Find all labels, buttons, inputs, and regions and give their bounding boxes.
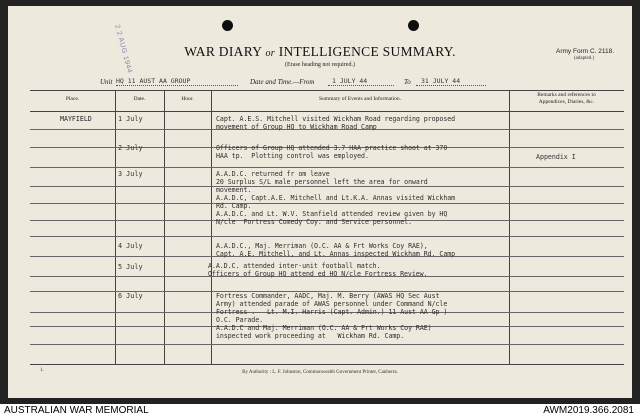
date-from-value: 1 JULY 44 xyxy=(332,77,368,85)
accession-number: AWM2019.366.2081 xyxy=(543,405,634,416)
credit-bar xyxy=(0,404,640,418)
entry-date: 6 July xyxy=(118,292,143,300)
diary-page xyxy=(8,6,632,398)
unit-label: Unit xyxy=(100,78,113,86)
punch-hole-left xyxy=(222,20,233,31)
unit-value: HQ 11 AUST AA GROUP xyxy=(116,77,191,85)
entry-text: A.A.D.C. attended inter-unit football match. Officers of Group HQ attend ed HQ N/cle Fortress Review. xyxy=(208,262,428,278)
col-header-date: Date. xyxy=(133,96,146,102)
entry-text: Officers of Group HQ attended 3.7 HAA practice shoot at 370 HAA tp. Plotting control was employed. xyxy=(216,144,448,160)
entry-date: 4 July xyxy=(118,242,143,250)
col-header-remarks: Remarks and references to Appendices, Diaries, &c. xyxy=(537,92,596,105)
date-received-stamp: 2 2 AUG 1944 xyxy=(113,24,133,75)
entry-text: A.A.D.C. returned fr om leave 20 Surplus S/L male personnel left the area for onward movement. A.A.D.C, Capt.A.E. Mitchell and Lt.K.A. Annas visited Wickham Rd. Camp. A.A.D.C. and Lt. W.V. Stanfield attended review given by HQ N/cle Fortress Comedy Coy. and Service personnel. xyxy=(216,170,456,226)
entry-date: 3 July xyxy=(118,170,143,178)
to-dotted-line xyxy=(416,85,486,86)
page-title: WAR DIARY or INTELLIGENCE SUMMARY. xyxy=(184,44,456,59)
date-range-label: Date and Time.—From xyxy=(250,78,315,86)
unit-dotted-line xyxy=(116,85,238,86)
adapted-note: (adapted.) xyxy=(574,56,595,61)
date-to-label: To xyxy=(404,78,411,86)
entry-text: Fortress Commander, AADC, Maj. M. Berry (AWAS HQ Sec Aust Army) attended parade of AWAS personnel under Command N/cle Fortress . Lt. M.I. Harris (Capt. Admin.) 11 Aust AA Gp ) O.C. Parade. A.A.D.C and Maj. Merriman (O.C. AA & Frt Works Coy RAE) inspected work proceeding at Wickham Rd. Camp. xyxy=(216,292,448,340)
col-header-summary: Summary of Events and Information. xyxy=(318,96,402,102)
entry-date: 1 July xyxy=(118,115,143,123)
entry-date: 2 July xyxy=(118,144,143,152)
page-subtitle: (Erase heading not required.) xyxy=(285,62,355,68)
col-header-place: Place. xyxy=(65,96,80,102)
entry-date: 5 July xyxy=(118,263,143,271)
institution-credit: AUSTRALIAN WAR MEMORIAL xyxy=(4,405,149,416)
punch-hole-right xyxy=(408,20,419,31)
army-form-number: Army Form C. 2118. xyxy=(556,48,615,55)
date-to-value: 31 JULY 44 xyxy=(421,77,461,85)
col-header-hour: Hour. xyxy=(181,96,194,102)
entry-remark: Appendix I xyxy=(536,153,576,161)
entry-text: A.A.D.C., Maj. Merriman (O.C. AA & Frt Works Coy RAE), Capt. A.E. Mitchell, and Lt. Annas inspected Wickham Rd. Camp xyxy=(216,242,456,258)
entry-text: Capt. A.E.S. Mitchell visited Wickham Road regarding proposed movement of Group HQ to Wickham Road Camp xyxy=(216,115,456,131)
corner-mark: 1. xyxy=(40,368,44,373)
printer-imprint: By Authority : L. F. Johnston, Commonwealth Government Printer, Canberra. xyxy=(242,370,398,375)
from-dotted-line xyxy=(328,85,394,86)
entry-place: MAYFIELD xyxy=(60,115,92,123)
